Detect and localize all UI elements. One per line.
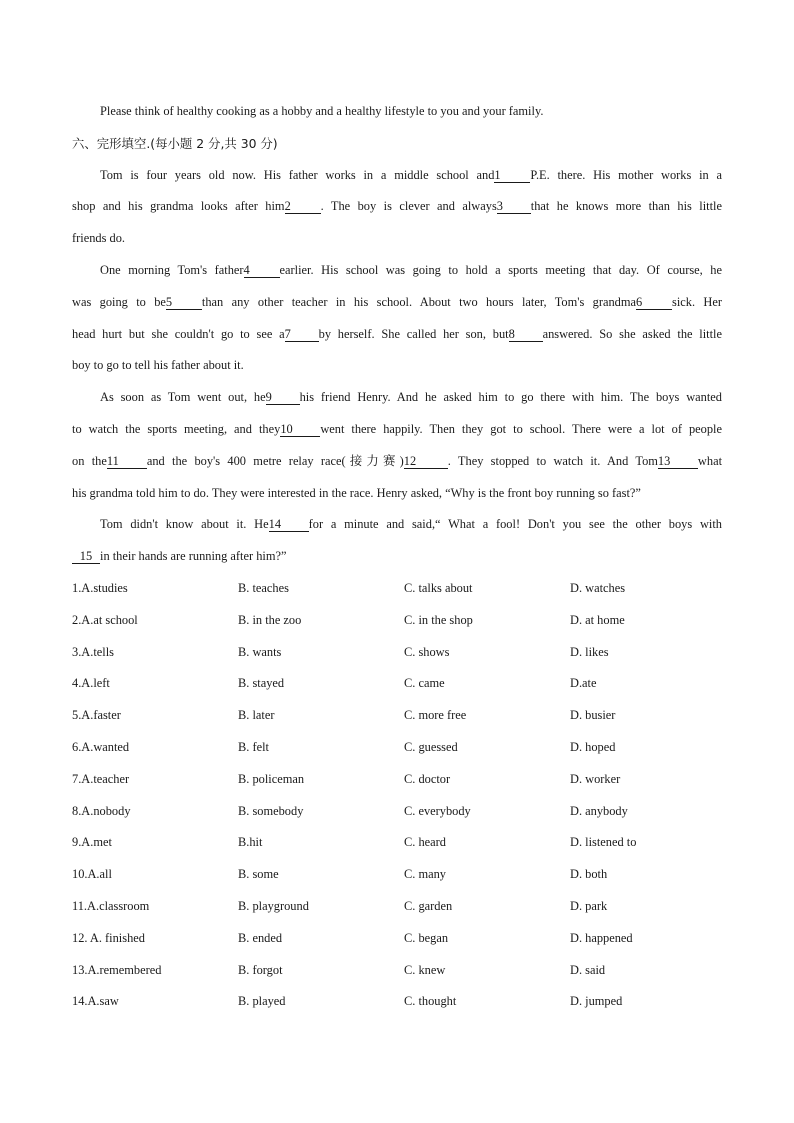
blank-8: 8 <box>509 327 543 342</box>
option-c: C. in the shop <box>404 612 473 627</box>
blank-5: 5 <box>166 295 202 310</box>
passage-line: One morning Tom's father4 earlier. His school was going to hold a sports meeting that day. Of course, he <box>100 262 722 277</box>
option-c: C. knew <box>404 962 446 977</box>
option-row <box>72 700 722 732</box>
option-row <box>72 796 722 828</box>
option-b: B.hit <box>238 835 263 850</box>
option-b: B. ended <box>238 930 283 945</box>
option-c: C. more free <box>404 708 467 723</box>
option-b: B. played <box>238 994 286 1009</box>
option-a: 1.A.studies <box>72 580 128 595</box>
intro-line: Please think of healthy cooking as a hobby and a healthy lifestyle to you and your family. <box>100 104 544 118</box>
option-d: D. said <box>570 962 606 977</box>
passage-line: Tom didn't know about it. He14 for a minute and said,“ What a fool! Don't you see the other boys with <box>100 517 722 532</box>
blank-14: 14 <box>269 517 309 532</box>
option-c: C. many <box>404 867 446 882</box>
option-c: C. garden <box>404 898 453 913</box>
option-b: B. forgot <box>238 962 283 977</box>
option-a: 11.A.classroom <box>72 898 150 913</box>
option-d: D. anybody <box>570 803 628 818</box>
option-c: C. talks about <box>404 580 473 595</box>
option-b: B. felt <box>238 739 269 754</box>
blank-11: 11 <box>107 454 147 469</box>
option-d: D. happened <box>570 930 633 945</box>
option-b: B. somebody <box>238 803 304 818</box>
option-a: 13.A.remembered <box>72 962 162 977</box>
option-c: C. began <box>404 930 449 945</box>
option-a: 2.A.at school <box>72 612 138 627</box>
option-row <box>72 573 722 605</box>
option-d: D. busier <box>570 708 616 723</box>
option-b: B. playground <box>238 898 309 913</box>
option-b: B. policeman <box>238 771 305 786</box>
blank-6: 6 <box>636 295 672 310</box>
blank-9: 9 <box>266 390 300 405</box>
document-page <box>72 96 722 1018</box>
blank-2: 2 <box>285 199 321 214</box>
option-d: D.ate <box>570 676 597 691</box>
passage-line: head hurt but she couldn't go to see a7 by herself. She called her son, but8 answered. So she asked the little <box>72 326 722 341</box>
option-d: D. watches <box>570 580 626 595</box>
option-a: 8.A.nobody <box>72 803 131 818</box>
passage-line: As soon as Tom went out, he9 his friend Henry. And he asked him to go there with him. The boys wanted <box>100 390 723 405</box>
options-list <box>72 573 722 1018</box>
option-row <box>72 923 722 955</box>
passage-line: shop and his grandma looks after him2 . The boy is clever and always3 that he knows more than his little <box>72 199 722 214</box>
option-c: C. everybody <box>404 803 471 818</box>
option-a: 10.A.all <box>72 867 112 882</box>
section-title: 六、完形填空.(每小题 2 分,共 30 分) <box>72 135 278 151</box>
option-b: B. some <box>238 867 279 882</box>
option-b: B. wants <box>238 644 282 659</box>
option-row <box>72 732 722 764</box>
passage-line: to watch the sports meeting, and they10 went there happily. Then they got to school. There were a lot of people <box>72 421 722 436</box>
option-row <box>72 955 722 987</box>
option-a: 6.A.wanted <box>72 739 130 754</box>
blank-13: 13 <box>658 454 698 469</box>
option-c: C. came <box>404 676 445 691</box>
option-a: 12. A. finished <box>72 930 145 945</box>
option-d: D. jumped <box>570 994 623 1009</box>
option-row <box>72 986 722 1018</box>
option-d: D. both <box>570 867 608 882</box>
option-a: 4.A.left <box>72 676 110 691</box>
passage-line: Tom is four years old now. His father works in a middle school and1 P.E. there. His mother works in a <box>100 167 722 182</box>
passage-line: boy to go to tell his father about it. <box>72 358 244 373</box>
passage-line: his grandma told him to do. They were interested in the race. Henry asked, “Why is the front boy running so fast?” <box>72 485 641 500</box>
option-c: C. thought <box>404 994 457 1009</box>
option-d: D. park <box>570 898 608 913</box>
option-a: 9.A.met <box>72 835 112 850</box>
option-c: C. doctor <box>404 771 451 786</box>
option-d: D. at home <box>570 612 625 627</box>
option-d: D. hoped <box>570 739 616 754</box>
blank-15: 15 <box>72 549 100 564</box>
option-row <box>72 637 722 669</box>
option-a: 3.A.tells <box>72 644 114 659</box>
blank-1: 1 <box>494 168 530 183</box>
option-row <box>72 764 722 796</box>
blank-3: 3 <box>497 199 531 214</box>
option-b: B. stayed <box>238 676 285 691</box>
blank-7: 7 <box>285 327 319 342</box>
passage-line: on the11 and the boy's 400 metre relay race(接力赛)12 . They stopped to watch it. And Tom13 what <box>72 453 723 468</box>
option-row <box>72 859 722 891</box>
passage-line: friends do. <box>72 231 125 246</box>
passage-line: was going to be5 than any other teacher in his school. About two hours later, Tom's grandma6 sick. Her <box>72 294 722 309</box>
blank-10: 10 <box>280 422 320 437</box>
option-row <box>72 605 722 637</box>
option-b: B. later <box>238 708 275 723</box>
option-d: D. likes <box>570 644 609 659</box>
blank-12: 12 <box>404 454 448 469</box>
option-b: B. in the zoo <box>238 612 302 627</box>
option-a: 14.A.saw <box>72 994 119 1009</box>
option-c: C. heard <box>404 835 446 850</box>
option-b: B. teaches <box>238 580 289 595</box>
option-d: D. worker <box>570 771 621 786</box>
option-a: 5.A.faster <box>72 708 121 723</box>
option-row <box>72 891 722 923</box>
option-a: 7.A.teacher <box>72 771 130 786</box>
option-d: D. listened to <box>570 835 637 850</box>
passage-line: 15 in their hands are running after him?” <box>72 541 722 573</box>
option-row <box>72 668 722 700</box>
blank-4: 4 <box>244 263 280 278</box>
option-c: C. guessed <box>404 739 458 754</box>
option-c: C. shows <box>404 644 450 659</box>
option-row <box>72 827 722 859</box>
